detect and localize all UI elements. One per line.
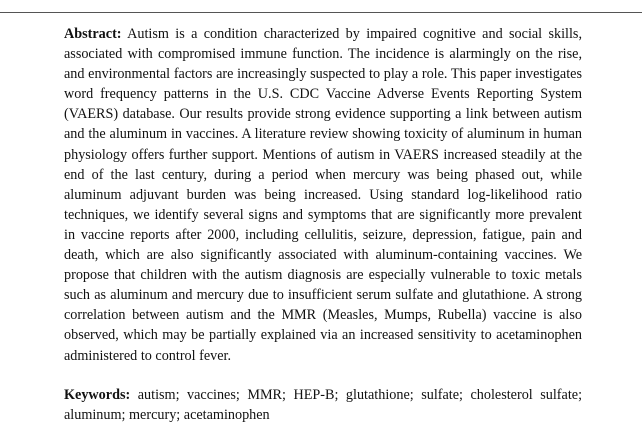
abstract-paragraph — [64, 24, 582, 366]
keywords-text: autism; vaccines; MMR; HEP-B; glutathione; sulfate; cholesterol sulfate; aluminum; mercury; acetaminophen — [64, 387, 583, 424]
keywords-paragraph — [64, 385, 582, 425]
abstract-text: Autism is a condition characterized by impaired cognitive and social skills, associated with compromised immune function. The incidence is alarmingly on the rise, and environmental factors are increasingly suspected to play a role. This paper investigates word frequency patterns in the U.S. CDC Vaccine Adverse Events Reporting System (VAERS) database. Our results provide strong evidence supporting a link between autism and the aluminum in vaccines. A literature review showing toxicity of aluminum in human physiology offers further support. Mentions of autism in VAERS increased steadily at the end of the last century, during a period when mercury was being phased out, while aluminum adjuvant burden was being increased. Using standard log-likelihood ratio techniques, we identify several signs and symptoms that are significantly more prevalent in vaccine reports after 2000, including cellulitis, seizure, depression, fatigue, pain and death, which are also significantly associated with aluminum-containing vaccines. We propose that children with the autism diagnosis are especially vulnerable to toxic metals such as aluminum and mercury due to insufficient serum sulfate and glutathione. A strong correlation between autism and the MMR (Measles, Mumps, Rubella) vaccine is also observed, which may be partially explained via an increased sensitivity to acetaminophen administered to control fever. — [64, 26, 582, 364]
abstract-label: Abstract: — [64, 26, 122, 42]
keywords-label: Keywords: — [64, 387, 131, 403]
top-divider-rule — [0, 12, 642, 13]
